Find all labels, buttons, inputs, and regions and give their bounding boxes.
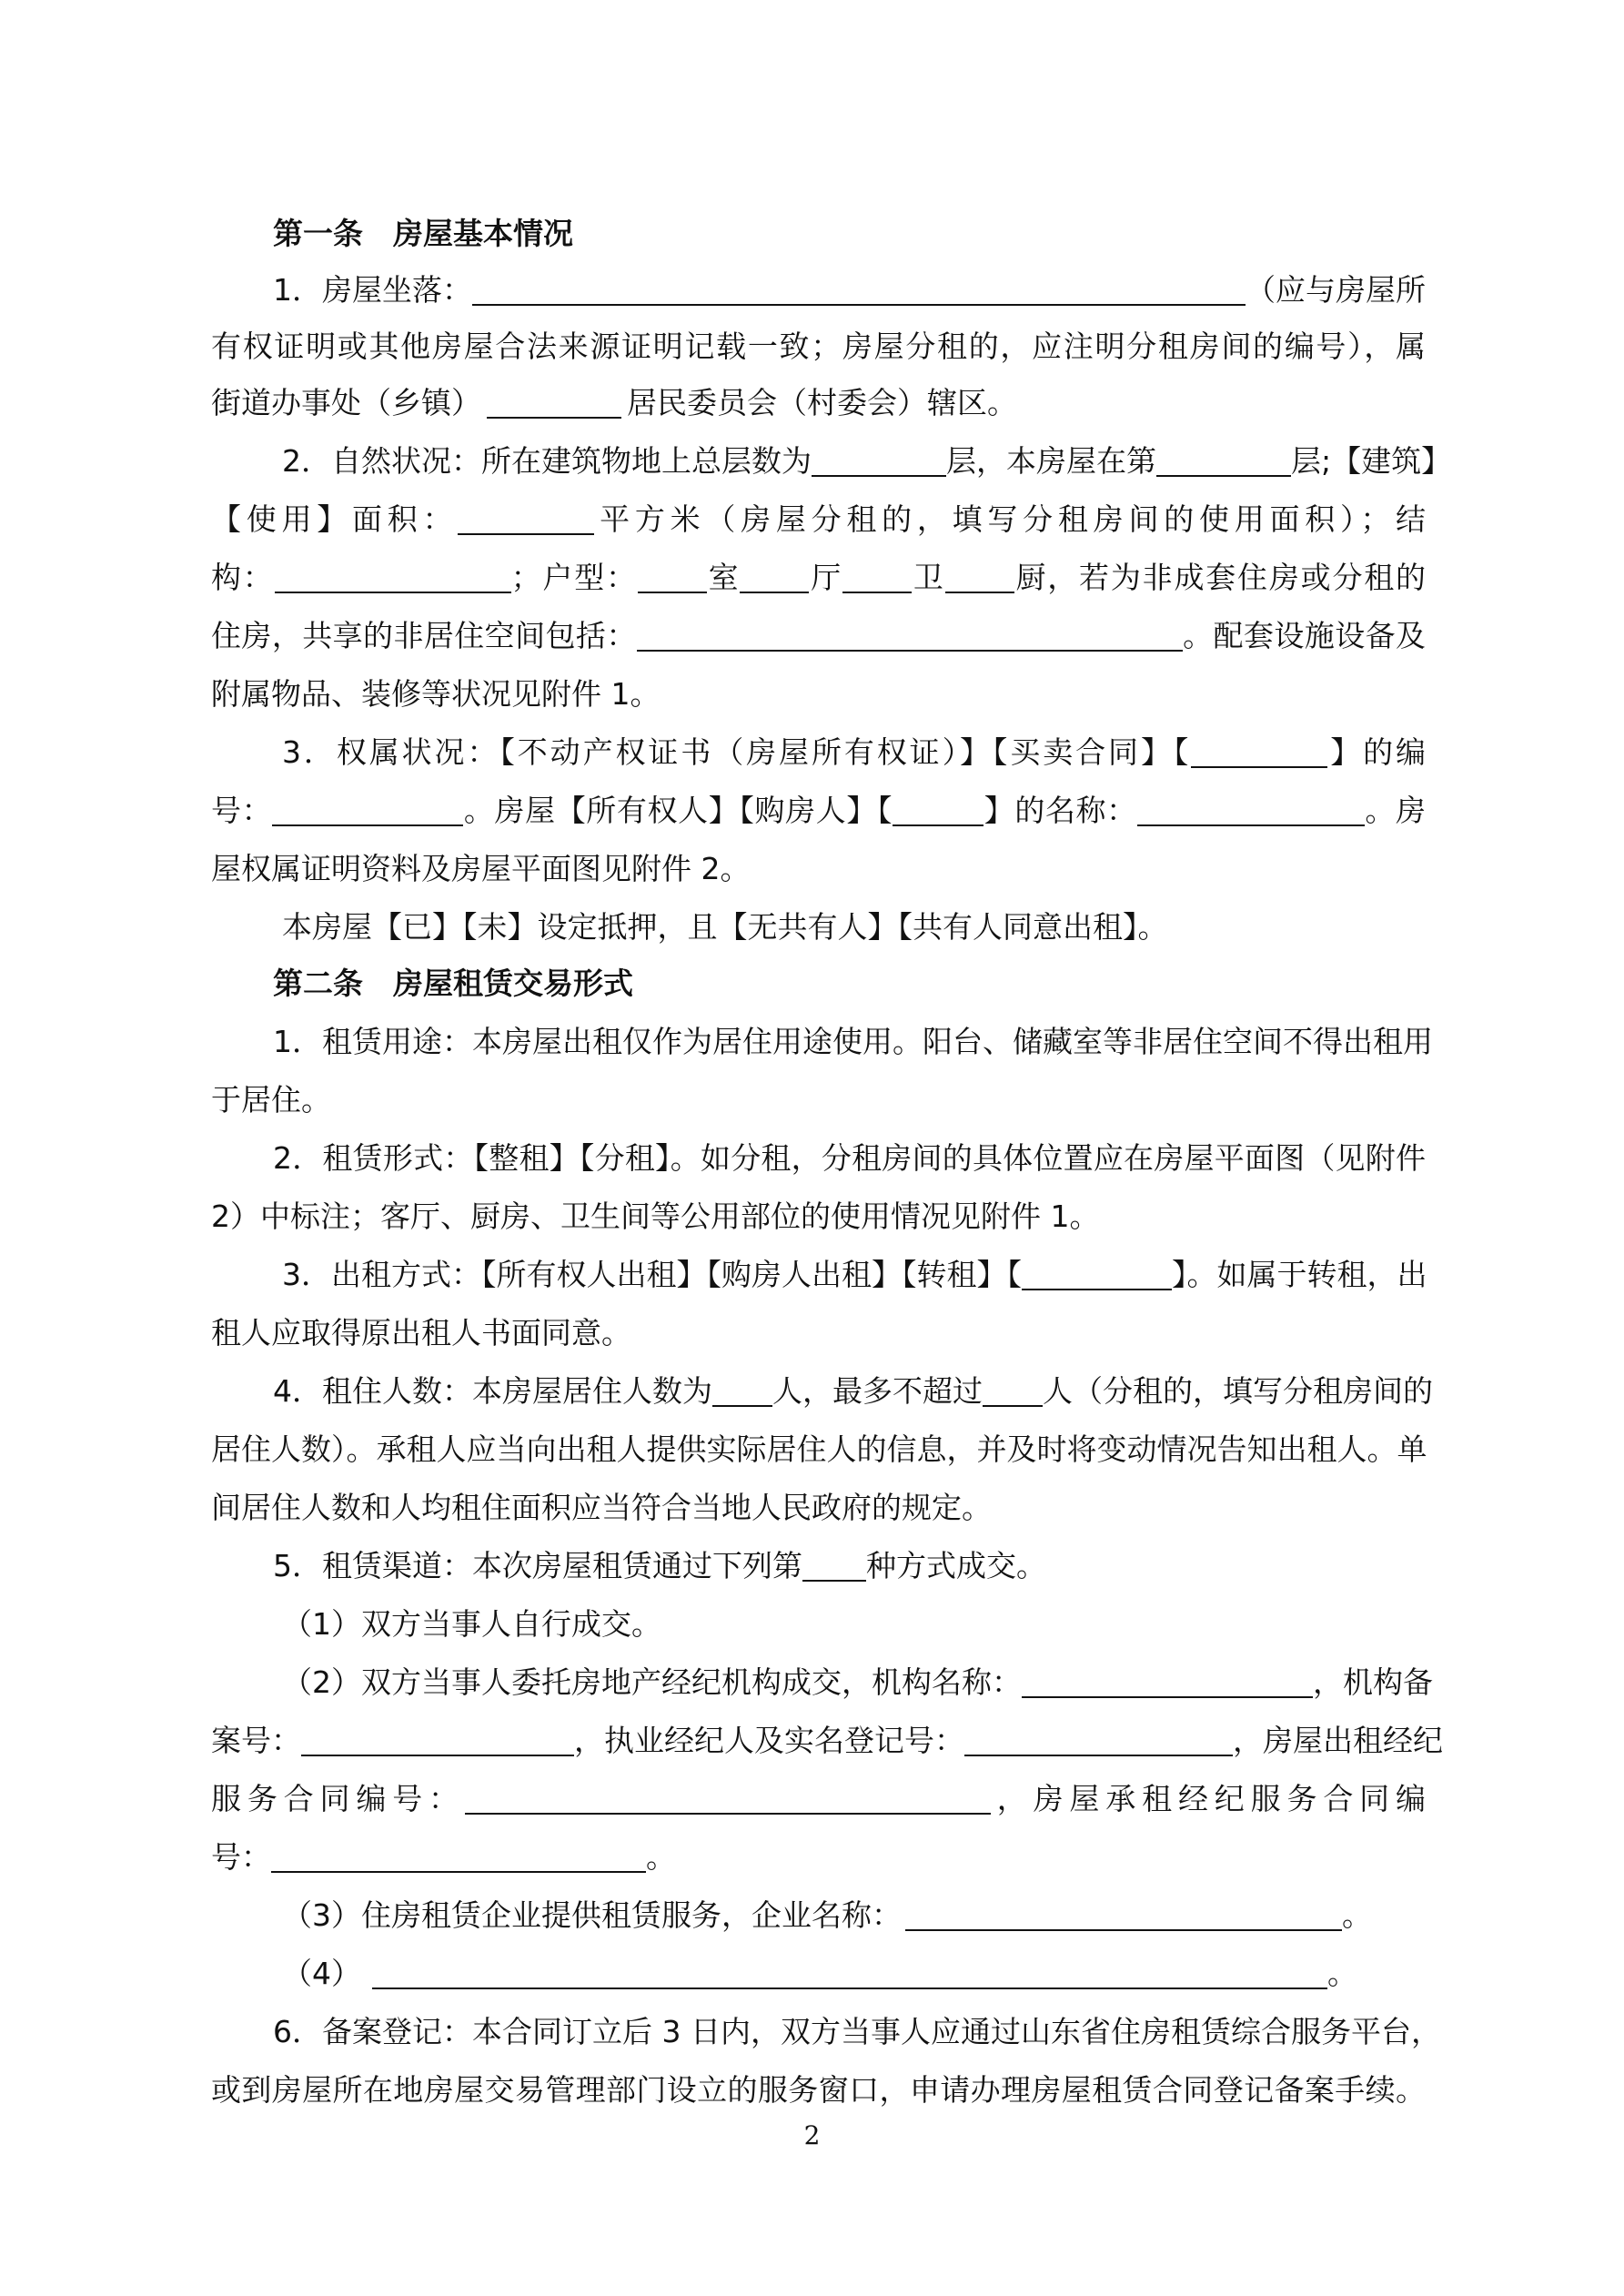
text-line: 间居住人数和人均租住面积应当符合当地人民政府的规定。 xyxy=(211,1490,992,1525)
text-line: 号： 。 xyxy=(211,1839,676,1875)
text-line: 1．房屋坐落： （应与房屋所 xyxy=(273,272,1426,308)
text-line: 屋权属证明资料及房屋平面图见附件 2。 xyxy=(211,851,751,886)
text-line: 住房，共享的非居住空间包括： 。配套设施设备及 xyxy=(211,618,1427,653)
text-line: 租人应取得原出租人书面同意。 xyxy=(211,1315,631,1350)
blank-line xyxy=(272,794,463,826)
blank-line xyxy=(465,1782,991,1815)
text-line: 构： ；户型： 室 厅 卫 厨，若为非成套住房或分租的 xyxy=(211,560,1427,595)
heading-article-1: 第一条 房屋基本情况 xyxy=(273,216,573,251)
text-line: 案号： ，执业经纪人及实名登记号： ，房屋出租经纪 xyxy=(211,1723,1443,1758)
text-line: 于居住。 xyxy=(211,1082,331,1118)
text-line: 2．租赁形式：【整租】【分租】。如分租，分租房间的具体位置应在房屋平面图（见附件 xyxy=(273,1140,1426,1176)
blank-line xyxy=(271,1840,646,1873)
text-line: （3）住房租赁企业提供租赁服务，企业名称： 。 xyxy=(282,1897,1372,1933)
text-line: 号： 。房屋【所有权人】【购房人】【 】的名称： 。房 xyxy=(211,793,1427,828)
text-line: 4．租住人数：本房屋居住人数为 人，最多不超过 人（分租的，填写分租房间的 xyxy=(273,1373,1433,1409)
text-line: 居住人数）。承租人应当向出租人提供实际居住人的信息，并及时将变动情况告知出租人。单 xyxy=(211,1431,1427,1467)
text-line: 或到房屋所在地房屋交易管理部门设立的服务窗口，申请办理房屋租赁合同登记备案手续。 xyxy=(211,2072,1426,2108)
blank-line xyxy=(712,1374,772,1407)
text-line: 2．自然状况：所在建筑物地上总层数为 层，本房屋在第 层;【建筑】 xyxy=(282,443,1452,479)
blank-line xyxy=(893,794,983,826)
text-line: 【使用】面积： 平方米（房屋分租的，填写分租房间的使用面积）；结 xyxy=(211,501,1427,537)
text-line: 服务合同编号： ，房屋承租经纪服务合同编 xyxy=(211,1781,1427,1816)
blank-line xyxy=(964,1724,1233,1756)
heading-article-2: 第二条 房屋租赁交易形式 xyxy=(273,966,633,1001)
text-line: 有权证明或其他房屋合法来源证明记载一致；房屋分租的，应注明分租房间的编号），属 xyxy=(211,329,1426,364)
text-line: （2）双方当事人委托房地产经纪机构成交，机构名称： ，机构备 xyxy=(282,1664,1433,1700)
text-line: 3．出租方式：【所有权人出租】【购房人出租】【转租】【 】。如属于转租，出 xyxy=(282,1257,1427,1292)
blank-line xyxy=(740,561,809,593)
text-line: 2）中标注；客厅、厨房、卫生间等公用部位的使用情况见附件 1。 xyxy=(211,1199,1100,1234)
blank-line xyxy=(802,1549,866,1582)
page-number: 2 xyxy=(803,2120,821,2150)
text-line: 1．租赁用途：本房屋出租仅作为居住用途使用。阳台、储藏室等非居住空间不得出租用 xyxy=(273,1024,1433,1059)
text-line: 本房屋【已】【未】设定抵押，且【无共有人】【共有人同意出租】。 xyxy=(282,909,1168,945)
blank-line xyxy=(812,444,946,477)
blank-line xyxy=(983,1374,1043,1407)
blank-line xyxy=(1191,735,1327,768)
blank-line xyxy=(301,1724,574,1756)
blank-line xyxy=(638,561,707,593)
blank-line xyxy=(1022,1258,1172,1290)
text-line: （4） 。 xyxy=(282,1956,1357,1991)
text-line: 6．备案登记：本合同订立后 3 日内，双方当事人应通过山东省住房租赁综合服务平台， xyxy=(273,2014,1441,2049)
blank-line xyxy=(487,386,621,419)
blank-line xyxy=(1022,1665,1313,1698)
blank-line xyxy=(1137,794,1365,826)
blank-line xyxy=(637,619,1183,652)
blank-line xyxy=(275,561,511,593)
blank-line xyxy=(905,1898,1342,1931)
blank-line xyxy=(945,561,1014,593)
blank-line xyxy=(372,1957,1327,1989)
blank-line xyxy=(458,502,594,535)
blank-line xyxy=(472,273,1246,306)
text-line: （1）双方当事人自行成交。 xyxy=(282,1606,661,1642)
text-line: 街道办事处（乡镇） 居民委员会（村委会）辖区。 xyxy=(211,385,1017,420)
text-line: 5．租赁渠道：本次房屋租赁通过下列第 种方式成交。 xyxy=(273,1548,1046,1583)
blank-line xyxy=(842,561,912,593)
text-line: 附属物品、装修等状况见附件 1。 xyxy=(211,676,661,712)
blank-line xyxy=(1156,444,1291,477)
text-line: 3．权属状况：【不动产权证书（房屋所有权证）】【买卖合同】【 】的编 xyxy=(282,734,1427,770)
